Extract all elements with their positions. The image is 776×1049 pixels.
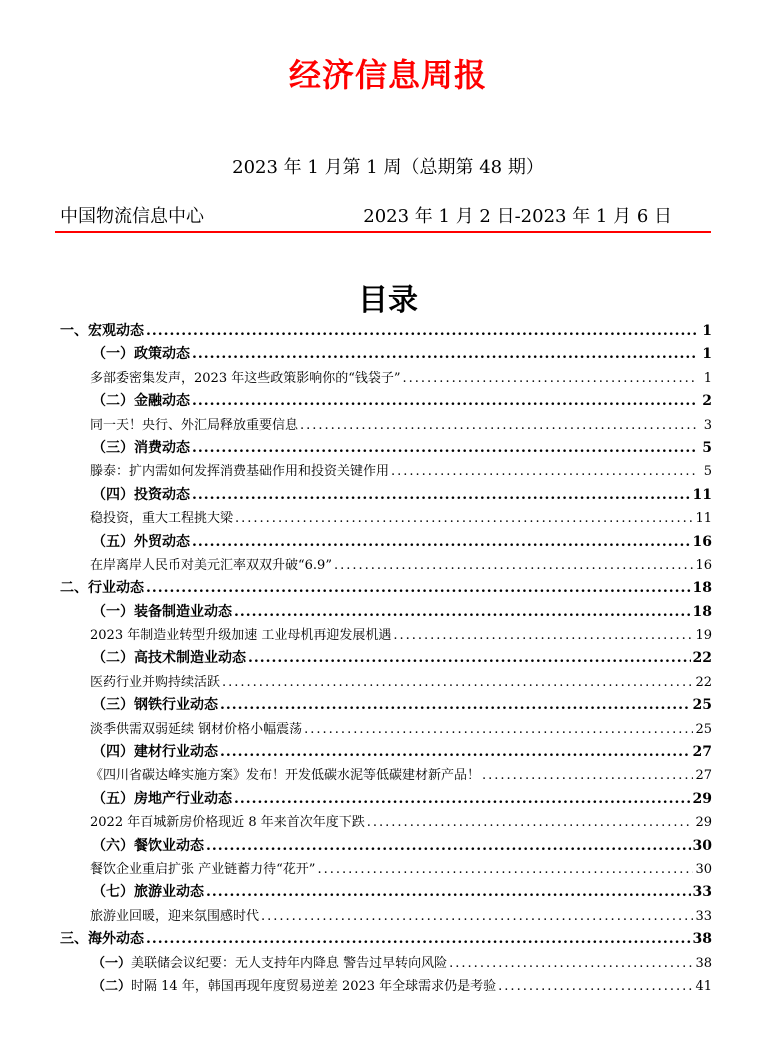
toc-entry-title: 淡季供需双弱延续 钢材价格小幅震荡 (90, 721, 303, 737)
toc-entry-title: 滕泰：扩内需如何发挥消费基础作用和投资关键作用 (90, 464, 390, 480)
toc-page-number: 5 (702, 439, 712, 456)
issue-info: 2023 年 1 月第 1 周（总期第 48 期） (232, 157, 544, 178)
toc-leader-dots (393, 624, 693, 647)
date-range: 2023 年 1 月 2 日-2023 年 1 月 6 日 (363, 206, 672, 227)
toc-subsection-entry[interactable] (60, 647, 712, 670)
toc-leader-dots (192, 343, 696, 366)
toc-entry-title: （一）装备制造业动态 (92, 603, 232, 620)
toc-entry-title: （四）投资动态 (92, 486, 190, 503)
toc-subsection-entry[interactable] (60, 694, 712, 717)
toc-article-entry[interactable] (60, 858, 712, 881)
toc-leader-dots (235, 507, 693, 530)
toc-page-number: 22 (695, 674, 712, 690)
toc-entry-title: （二）高技术制造业动态 (92, 650, 246, 667)
toc-leader-dots (206, 881, 691, 904)
toc-subsection-entry[interactable] (60, 835, 712, 858)
toc-subsection-entry[interactable] (60, 975, 712, 998)
toc-article-entry[interactable] (60, 624, 712, 647)
toc-entry-number: （二） (92, 978, 132, 994)
toc-subsection-entry[interactable] (60, 788, 712, 811)
toc-entry-title: 三、海外动态 (60, 931, 144, 948)
toc-section-entry[interactable] (60, 928, 712, 951)
toc-page-number: 38 (695, 955, 712, 971)
toc-article-entry[interactable] (60, 905, 712, 928)
table-of-contents (60, 320, 712, 998)
toc-entry-number: （一） (92, 955, 132, 971)
toc-entry-title: （六）餐饮业动态 (92, 837, 204, 854)
toc-page-number: 25 (692, 697, 712, 714)
toc-subsection-entry[interactable] (60, 601, 712, 624)
toc-leader-dots (304, 718, 693, 741)
toc-page-number: 27 (695, 768, 712, 784)
toc-page-number: 33 (692, 884, 712, 901)
toc-entry-title (92, 975, 496, 998)
toc-entry-title (92, 952, 447, 975)
toc-entry-text: 时隔 14 年，韩国再现年度贸易逆差 2023 年全球需求仍是考验 (131, 978, 497, 994)
toc-page-number: 1 (702, 346, 712, 363)
toc-page-number: 30 (695, 861, 712, 877)
toc-leader-dots (248, 647, 691, 670)
toc-article-entry[interactable] (60, 367, 712, 390)
toc-page-number: 2 (702, 393, 712, 410)
toc-entry-title: 多部委密集发声，2023 年这些政策影响你的“钱袋子” (90, 370, 401, 386)
toc-leader-dots (300, 414, 696, 437)
toc-leader-dots (206, 835, 691, 858)
toc-page-number: 29 (692, 790, 712, 807)
toc-entry-title: 2022 年百城新房价格现近 8 年来首次年度下跌 (90, 815, 365, 831)
toc-page-number: 3 (703, 417, 712, 433)
toc-entry-title: （三）消费动态 (92, 439, 190, 456)
toc-page-number: 30 (692, 837, 712, 854)
toc-section-entry[interactable] (60, 320, 712, 343)
toc-leader-dots (367, 811, 694, 834)
toc-page-number: 1 (702, 323, 712, 339)
toc-entry-title: 2023 年制造业转型升级加速 工业母机再迎发展机遇 (90, 628, 392, 644)
toc-leader-dots (220, 741, 691, 764)
toc-leader-dots (222, 671, 693, 694)
toc-page-number: 18 (692, 603, 712, 620)
toc-entry-title: 餐饮企业重启扩张 产业链蓄力待“花开” (90, 861, 316, 877)
toc-leader-dots (391, 460, 696, 483)
toc-subsection-entry[interactable] (60, 484, 712, 507)
organization-name: 中国物流信息中心 (60, 206, 204, 227)
toc-entry-title: 《四川省碳达峰实施方案》发布！开发低碳水泥等低碳建材新产品！ (90, 768, 481, 784)
toc-entry-text: 美联储会议纪要：无人支持年内降息 警告过早转向风险 (131, 955, 448, 971)
toc-entry-title: 二、行业动态 (60, 580, 144, 597)
toc-page-number: 38 (692, 931, 712, 948)
toc-entry-title: （五）外贸动态 (92, 533, 190, 550)
toc-leader-dots (234, 601, 691, 624)
toc-leader-dots (192, 484, 691, 507)
toc-leader-dots (234, 788, 691, 811)
toc-page-number: 27 (692, 744, 712, 761)
toc-entry-title: （五）房地产行业动态 (92, 790, 232, 807)
toc-leader-dots (317, 858, 693, 881)
toc-title: 目录 (358, 283, 418, 318)
toc-entry-title: 一、宏观动态 (60, 323, 144, 339)
toc-subsection-entry[interactable] (60, 952, 712, 975)
toc-page-number: 16 (692, 533, 712, 550)
toc-page-number: 29 (695, 815, 712, 831)
toc-entry-title: 同一天！央行、外汇局释放重要信息 (90, 417, 299, 433)
toc-entry-title: 稳投资，重大工程挑大梁 (90, 511, 234, 527)
toc-page-number: 11 (695, 511, 712, 527)
toc-page-number: 5 (703, 464, 712, 480)
report-title: 经济信息周报 (288, 56, 487, 94)
toc-leader-dots (261, 905, 693, 928)
toc-page-number: 19 (695, 628, 712, 644)
toc-leader-dots (498, 975, 693, 998)
toc-page-number: 18 (692, 580, 712, 597)
toc-leader-dots (192, 531, 691, 554)
toc-leader-dots (449, 952, 693, 975)
toc-subsection-entry[interactable] (60, 531, 712, 554)
toc-subsection-entry[interactable] (60, 881, 712, 904)
toc-leader-dots (220, 694, 691, 717)
toc-page-number: 22 (692, 650, 712, 667)
toc-leader-dots (146, 928, 691, 951)
toc-article-entry[interactable] (60, 811, 712, 834)
toc-leader-dots (146, 320, 696, 343)
toc-entry-title: （二）金融动态 (92, 393, 190, 410)
toc-entry-title: （七）旅游业动态 (92, 884, 204, 901)
toc-article-entry[interactable] (60, 554, 712, 577)
toc-subsection-entry[interactable] (60, 437, 712, 460)
toc-page-number: 11 (692, 486, 712, 503)
toc-leader-dots (403, 367, 696, 390)
toc-entry-title: （一）政策动态 (92, 346, 190, 363)
toc-entry-title: （四）建材行业动态 (92, 744, 218, 761)
toc-entry-title: 在岸离岸人民币对美元汇率双双升破“6.9” (90, 557, 332, 573)
header-divider (55, 231, 711, 233)
toc-article-entry[interactable] (60, 671, 712, 694)
toc-entry-title: 医药行业并购持续活跃 (90, 674, 221, 690)
toc-leader-dots (192, 390, 696, 413)
toc-page-number: 25 (695, 721, 712, 737)
toc-entry-title: （三）钢铁行业动态 (92, 697, 218, 714)
toc-page-number: 33 (695, 908, 712, 924)
toc-article-entry[interactable] (60, 414, 712, 437)
toc-subsection-entry[interactable] (60, 741, 712, 764)
toc-article-entry[interactable] (60, 507, 712, 530)
toc-leader-dots (334, 554, 693, 577)
toc-article-entry[interactable] (60, 718, 712, 741)
toc-subsection-entry[interactable] (60, 390, 712, 413)
toc-section-entry[interactable] (60, 577, 712, 600)
toc-page-number: 41 (695, 978, 712, 994)
toc-leader-dots (482, 764, 693, 787)
toc-article-entry[interactable] (60, 764, 712, 787)
toc-subsection-entry[interactable] (60, 343, 712, 366)
toc-entry-title: 旅游业回暖，迎来氛围感时代 (90, 908, 260, 924)
toc-page-number: 1 (703, 370, 712, 386)
toc-article-entry[interactable] (60, 460, 712, 483)
toc-leader-dots (192, 437, 696, 460)
toc-page-number: 16 (695, 557, 712, 573)
toc-leader-dots (146, 577, 691, 600)
